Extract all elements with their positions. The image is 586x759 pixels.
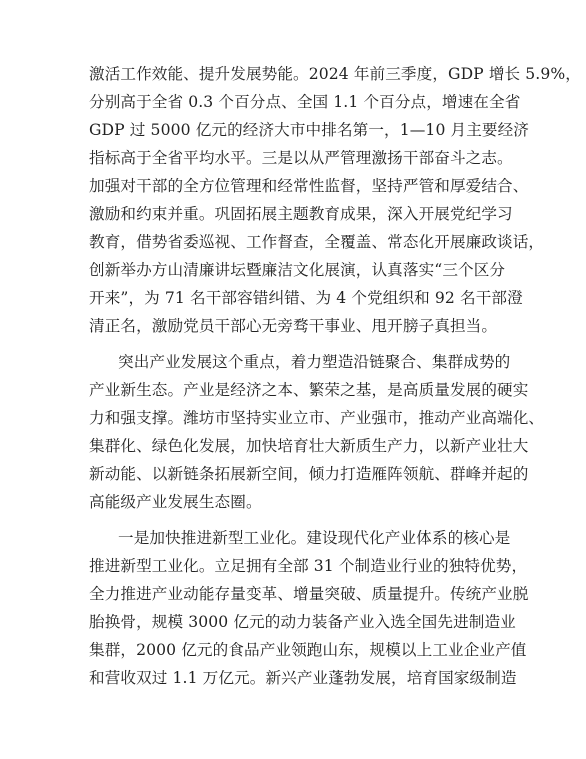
paragraph-line: 突出产业发展这个重点，着力塑造沿链聚合、集群成势的 xyxy=(118,353,511,371)
paragraph-line: 指标高于全省平均水平。三是以从严管理激扬干部奋斗之志。 xyxy=(89,149,513,167)
paragraph-line: 激活工作效能、提升发展势能。2024 年前三季度，GDP 增长 5.9%， xyxy=(89,65,581,83)
paragraph-line: 力和强支撑。潍坊市坚持实业立市、产业强市，推动产业高端化、 xyxy=(89,409,545,427)
paragraph-line: 推进新型工业化。立足拥有全部 31 个制造业行业的独特优势， xyxy=(89,557,528,575)
paragraph-line: 激励和约束并重。巩固拓展主题教育成果，深入开展党纪学习 xyxy=(89,205,513,223)
paragraph-line: 加强对干部的全方位管理和经常性监督，坚持严管和厚爱结合、 xyxy=(89,177,529,195)
paragraph-line: 高能级产业发展生态圈。 xyxy=(89,493,262,511)
paragraph-line: 开来”，为 71 名干部容错纠错、为 4 个党组织和 92 名干部澄 xyxy=(89,289,523,307)
paragraph-line: 创新举办方山清廉讲坛暨廉洁文化展演，认真落实“三个区分 xyxy=(89,261,506,279)
paragraph-line: 分别高于全省 0.3 个百分点、全国 1.1 个百分点，增速在全省 xyxy=(89,93,521,111)
paragraph-line: 集群化、绿色化发展，加快培育壮大新质生产力，以新产业壮大 xyxy=(89,437,529,455)
paragraph-line: 教育，借势省委巡视、工作督查，全覆盖、常态化开展廉政谈话， xyxy=(89,233,545,251)
paragraph-line: 清正名，激励党员干部心无旁骛干事业、甩开膀子真担当。 xyxy=(89,317,498,335)
paragraph-line: 新动能、以新链条拓展新空间，倾力打造雁阵领航、群峰并起的 xyxy=(89,465,529,483)
paragraph-line: 一是加快推进新型工业化。建设现代化产业体系的核心是 xyxy=(118,529,511,547)
paragraph-line: 胎换骨，规模 3000 亿元的动力装备产业入选全国先进制造业 xyxy=(89,613,516,631)
paragraph-line: 全力推进产业动能存量变革、增量突破、质量提升。传统产业脱 xyxy=(89,585,529,603)
paragraph-line: 集群，2000 亿元的食品产业领跑山东，规模以上工业企业产值 xyxy=(89,641,527,659)
paragraph-line: 和营收双过 1.1 万亿元。新兴产业蓬勃发展，培育国家级制造 xyxy=(89,669,517,687)
paragraph-line: GDP 过 5000 亿元的经济大市中排名第一，1—10 月主要经济 xyxy=(89,121,530,139)
paragraph-line: 产业新生态。产业是经济之本、繁荣之基，是高质量发展的硬实 xyxy=(89,381,529,399)
